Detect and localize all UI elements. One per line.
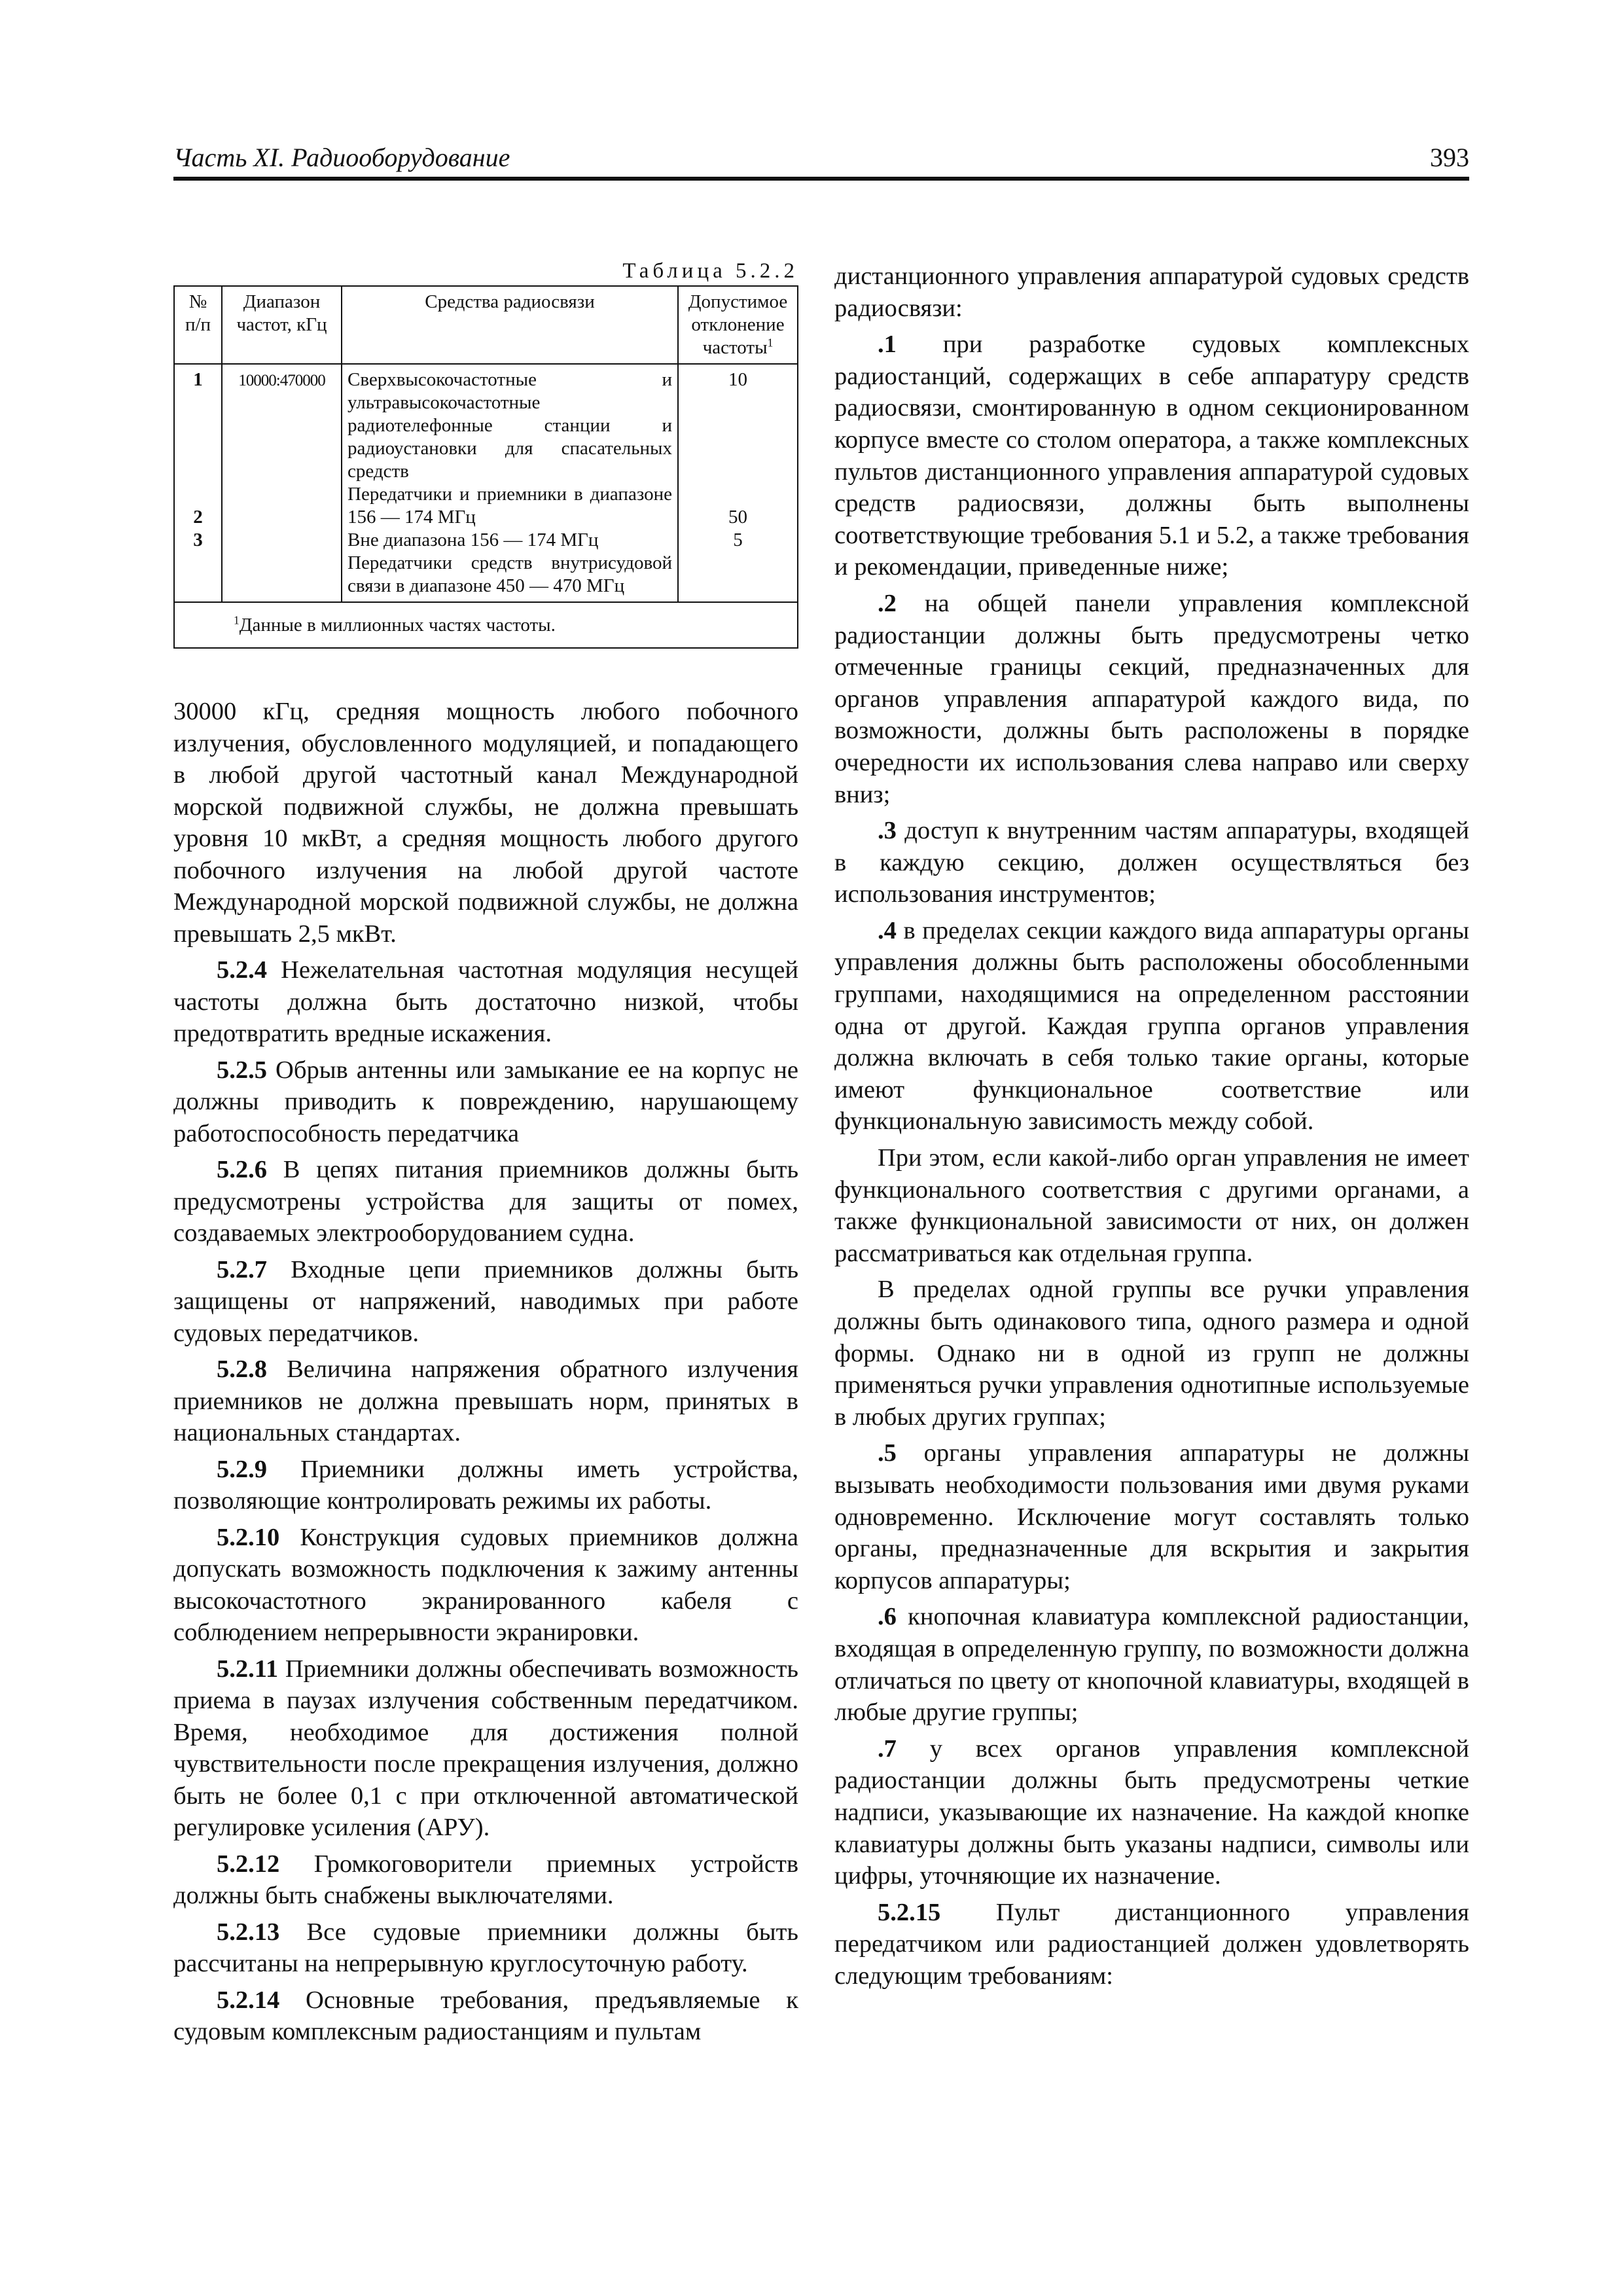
- item-1: [834, 329, 1469, 583]
- header-deviation: [678, 286, 798, 364]
- table-footnote-row: [174, 602, 798, 648]
- item-6: [834, 1601, 1469, 1728]
- item-text: у всех органов управления комплексной радиостанции должны быть предусмотрены четкие надписи, указывающие их назначение. На каждой кнопке клавиатуры должны быть указаны надписи, символы или цифры, уточняющие их назначение.: [834, 1734, 1469, 1890]
- section-text: Приемники должны иметь устройства, позволяющие контролировать режимы их работы.: [173, 1455, 798, 1515]
- item-text: в пределах секции каждого вида аппаратуры органы управления должны быть расположены обособленными группами, находящимися на определенном расстоянии одна от другой. Каждая группа органов управления должна включать в себя только такие органы, которые имеют функциональное соответствие или функциональную зависимость между собой.: [834, 916, 1469, 1136]
- item-number: .5: [878, 1439, 897, 1467]
- item-text: органы управления аппаратуры не должны вызывать необходимости пользования ими двумя руками одновременно. Исключение могут составлять только органы, предназначенные для вскрытия и закрытия корпусов аппаратуры;: [834, 1439, 1469, 1594]
- footnote-text: Данные в миллионных частях частоты.: [239, 614, 556, 636]
- section-number: 5.2.10: [217, 1523, 280, 1551]
- running-title: Часть XI. Радиооборудование: [173, 143, 510, 172]
- paragraph: В пределах одной группы все ручки управления должны быть одинакового типа, одного размера и одной формы. Однако ни в одной из групп не должны применяться ручки управления однотипные используемые в любых других группах;: [834, 1276, 1469, 1431]
- section-text: В цепях питания приемников должны быть предусмотрены устройства для защиты от помех, создаваемых электрооборудованием судна.: [173, 1156, 798, 1247]
- footnote-ref: 1: [767, 336, 774, 350]
- item-number: .4: [878, 916, 897, 944]
- section-5-2-7: [173, 1254, 798, 1350]
- item-number: .6: [878, 1603, 897, 1631]
- deviation-2: 50: [728, 507, 747, 528]
- header-deviation-text: Допустимое отклонение частоты: [688, 291, 788, 358]
- deviation-cell: [678, 364, 798, 602]
- range-cell: [222, 364, 342, 602]
- means-cell: [342, 364, 678, 602]
- section-text: Приемники должны обеспечивать возможность приема в паузах излучения собственным передатчиком. Время, необходимое для достижения полной чувствительности после прекращения излучения, должно быть не более 0,1 с при отключенной автоматической регулировке усиления (АРУ).: [173, 1655, 798, 1841]
- section-number: 5.2.7: [217, 1255, 267, 1283]
- section-5-2-11: [173, 1653, 798, 1844]
- means-line-4: Передатчики средств внутрисудовой связи в диапазоне 450 — 470 МГц: [348, 552, 672, 596]
- header-range: Диапазон частот, кГц: [222, 286, 342, 364]
- section-text: Величина напряжения обратного излучения приемников не должна превышать норм, принятых в национальных стандартах.: [173, 1355, 798, 1446]
- section-5-2-15: [834, 1897, 1469, 1992]
- section-number: 5.2.14: [217, 1986, 280, 2014]
- section-5-2-10: [173, 1522, 798, 1649]
- item-number: .1: [878, 331, 897, 359]
- section-5-2-13: [173, 1916, 798, 1980]
- paragraph: дистанционного управления аппаратурой судовых средств радиосвязи:: [834, 262, 1469, 322]
- section-text: Нежелательная частотная модуляция несущей частоты должна быть достаточно низкой, чтобы предотвратить вредные искажения.: [173, 956, 798, 1047]
- section-5-2-8: [173, 1354, 798, 1449]
- section-5-2-12: [173, 1848, 798, 1912]
- item-text: кнопочная клавиатура комплексной радиостанции, входящая в определенную группу, по возможности должна отличаться по цвету от кнопочной клавиатуры, входящей в любые другие группы;: [834, 1603, 1469, 1727]
- item-text: при разработке судовых комплексных радиостанций, содержащих в себе аппаратуру средств радиосвязи, смонтированную в одном секционированном корпусе вместе со столом оператора, а также комплексных пультов дистанционного управления аппаратурой судовых средств радиосвязи, должны быть выполнены соответствующие требования 5.1 и 5.2, а также требования и рекомендации, приведенные ниже;: [834, 331, 1469, 581]
- section-number: 5.2.13: [217, 1918, 280, 1946]
- table-body-row: [174, 364, 798, 602]
- item-2: [834, 588, 1469, 810]
- deviation-3: 5: [733, 529, 743, 550]
- table-caption: Таблица 5.2.2: [622, 259, 798, 283]
- section-text: Все судовые приемники должны быть рассчитаны на непрерывную круглосуточную работу.: [173, 1918, 798, 1977]
- item-7: [834, 1733, 1469, 1892]
- paragraph: При этом, если какой-либо орган управления не имеет функционального соответствия с другими органами, а также функциональной зависимости от них, он должен рассматриваться как отдельная группа.: [834, 1144, 1469, 1267]
- section-5-2-9: [173, 1454, 798, 1517]
- section-number: 5.2.4: [217, 956, 267, 984]
- header-means: Средства радиосвязи: [342, 286, 678, 364]
- paragraph: 30000 кГц, средняя мощность любого побочного излучения, обусловленного модуляцией, и попадающего в любой другой частотный канал Международной морской подвижной службы, не должна превышать уровня 10 мкВт, а средняя мощность любого другого побочного излучения на любой другой частоте Международной морской подвижной службы, не должна превышать 2,5 мкВт.: [173, 698, 798, 948]
- section-text: Основные требования, предъявляемые к судовым комплексным радиостанциям и пультам: [173, 1986, 798, 2045]
- frequency-deviation-table: [173, 285, 798, 649]
- range-value: 10000:470000: [238, 372, 325, 389]
- section-number: 5.2.9: [217, 1455, 267, 1483]
- means-line-1: Сверхвысокочастотные и ультравысокочастотные радиотелефонные станции и радиоустановки для спасательных средств: [348, 369, 672, 482]
- section-5-2-5: [173, 1054, 798, 1150]
- row-number-2: 2: [193, 507, 203, 528]
- left-column: [173, 257, 798, 2048]
- item-4: [834, 915, 1469, 1138]
- section-5-2-6: [173, 1154, 798, 1249]
- section-5-2-4: [173, 954, 798, 1050]
- header-no: № п/п: [174, 286, 222, 364]
- section-text: Конструкция судовых приемников должна допускать возможность подключения к зажиму антенны высокочастотного экранированного кабеля с соблюдением непрерывности экранировки.: [173, 1523, 798, 1646]
- row-number-1: 1: [193, 369, 203, 390]
- section-number: 5.2.11: [217, 1655, 279, 1683]
- item-number: .3: [878, 817, 897, 845]
- right-column: [834, 260, 1469, 1992]
- item-3: [834, 815, 1469, 910]
- table-header-row: [174, 286, 798, 364]
- row-numbers-cell: [174, 364, 222, 602]
- deviation-1: 10: [728, 369, 747, 390]
- section-text: Громкоговорители приемных устройств должны быть снабжены выключателями.: [173, 1850, 798, 1909]
- left-body: [173, 696, 798, 2048]
- section-number: 5.2.6: [217, 1156, 267, 1183]
- item-number: .2: [878, 589, 897, 617]
- section-number: 5.2.5: [217, 1056, 267, 1084]
- means-line-2: Передатчики и приемники в диапазоне 156 — 174 МГц: [348, 484, 672, 528]
- section-number: 5.2.8: [217, 1355, 267, 1383]
- footnote-mark: 1: [234, 613, 240, 626]
- section-number: 5.2.12: [217, 1850, 280, 1878]
- item-text: доступ к внутренним частям аппаратуры, входящей в каждую секцию, должен осуществляться без использования инструментов;: [834, 817, 1469, 908]
- item-5: [834, 1437, 1469, 1596]
- section-text: Обрыв антенны или замыкание ее на корпус не должны приводить к повреждению, нарушающему работоспособность передатчика: [173, 1056, 798, 1147]
- page-header: [173, 143, 1469, 181]
- table-footnote: [174, 602, 798, 648]
- section-number: 5.2.15: [878, 1898, 941, 1926]
- means-line-3: Вне диапазона 156 — 174 МГц: [348, 529, 599, 550]
- row-number-3: 3: [193, 529, 203, 550]
- item-text: на общей панели управления комплексной радиостанции должны быть предусмотрены четко отмеченные границы секций, предназначенных для органов управления аппаратурой каждого вида, по возможности, должны быть расположены в порядке очередности их использования слева направо или сверху вниз;: [834, 589, 1469, 808]
- section-text: Пульт дистанционного управления передатчиком или радиостанцией должен удовлетворять следующим требованиям:: [834, 1898, 1469, 1990]
- item-number: .7: [878, 1734, 897, 1763]
- page-number: 393: [1430, 143, 1469, 172]
- section-5-2-14: [173, 1984, 798, 2048]
- section-text: Входные цепи приемников должны быть защищены от напряжений, наводимых при работе судовых передатчиков.: [173, 1255, 798, 1347]
